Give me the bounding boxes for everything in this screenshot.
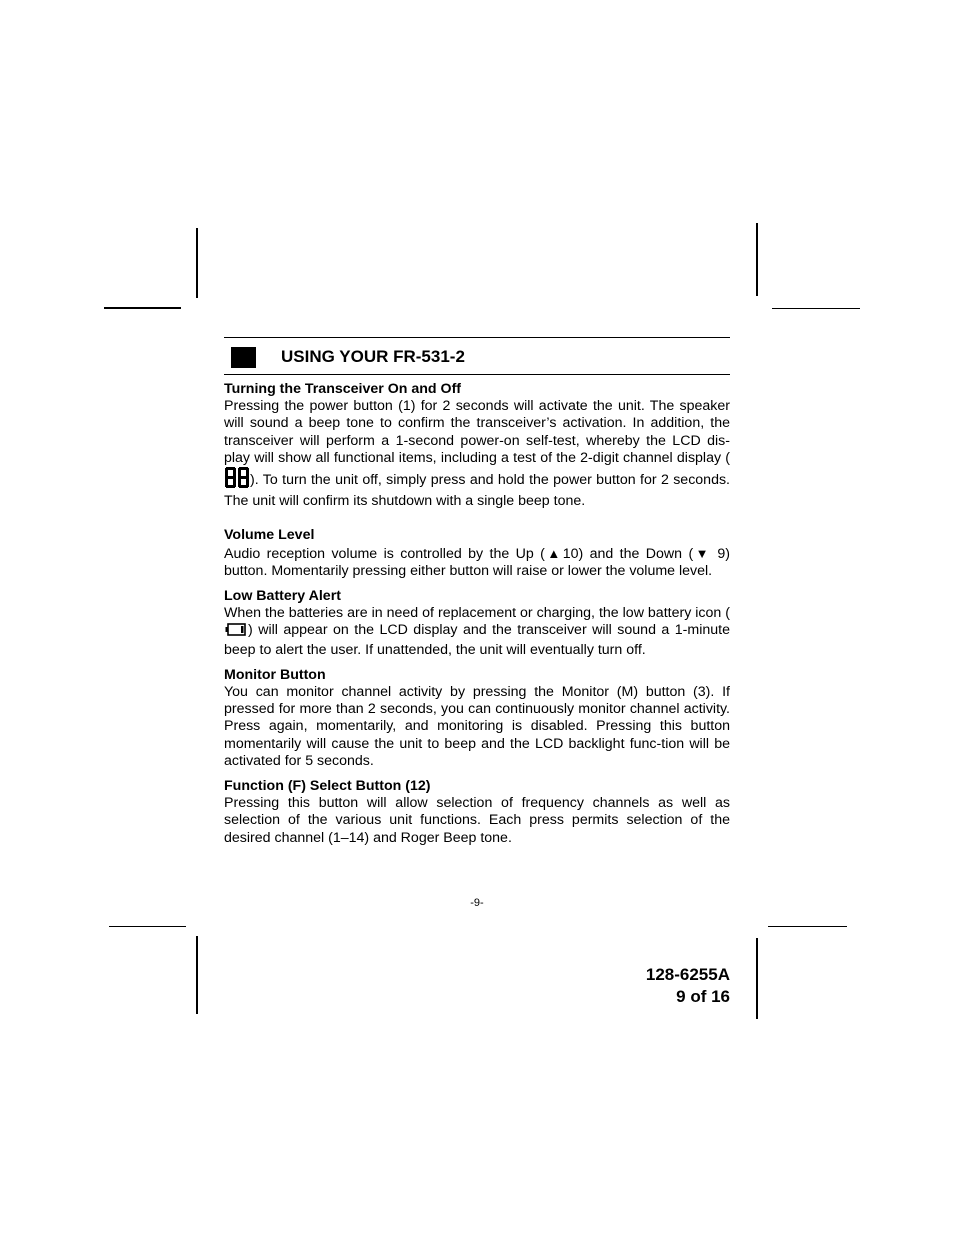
- text-part: 10) and the Down (: [562, 545, 694, 562]
- page-of-total: 9 of 16: [676, 987, 730, 1006]
- crop-mark-bottom-right-vertical: [756, 938, 758, 1019]
- section-heading: Low Battery Alert: [224, 588, 341, 605]
- crop-mark-bottom-left-vertical: [196, 936, 198, 1014]
- section-power: [224, 381, 730, 510]
- section-text: Pressing this button will allow selection of frequency channels as well as selection of the various unit functions. Each press permits selection of the desired channel (1–14) and Roger Beep tone.: [224, 795, 730, 846]
- crop-mark-top-left-horizontal: [104, 307, 181, 309]
- crop-mark-top-right-horizontal: [772, 308, 860, 309]
- section-marker-block: [231, 347, 256, 368]
- section-volume: [224, 527, 730, 580]
- text-before-icon: Pressing the power button (1) for 2 seconds will activate the unit. The speaker will sound a beep tone to confirm the transceiver’s activation. In addition, the transceiver will perform a 1-second power-on self-test, whereby the LCD dis-play will show all functional items, including a test of the 2-digit channel display (: [224, 398, 730, 466]
- battery-icon: [225, 623, 247, 641]
- section-monitor: [224, 667, 730, 770]
- lcd-88-icon: [225, 467, 249, 493]
- down-triangle-icon: ▼: [693, 545, 711, 561]
- section-bottom-rule: [224, 374, 730, 375]
- section-text: [224, 605, 730, 659]
- up-triangle-icon: ▲: [544, 545, 563, 561]
- section-top-rule: [224, 337, 730, 338]
- crop-mark-top-left-vertical: [196, 228, 198, 298]
- section-function-select: [224, 778, 730, 847]
- section-heading: Monitor Button: [224, 666, 326, 683]
- body-content: [224, 381, 730, 847]
- section-text: [224, 545, 730, 580]
- section-heading: Turning the Transceiver On and Off: [224, 381, 462, 397]
- text-after-icon: ). To turn the unit off, simply press and hold the power button for 2 seconds. The unit will confirm its shutdown with a single beep tone.: [224, 472, 730, 510]
- text-part: 9) button. Momentarily pressing either button will raise or lower the volume level.: [224, 545, 730, 579]
- text-after-icon: ) will appear on the LCD display and the transceiver will sound a 1-minute beep to alert the user. If unattended, the unit will eventually turn off.: [224, 622, 730, 658]
- section-heading: Volume Level: [224, 527, 315, 544]
- text-part: Audio reception volume is controlled by the Up (: [224, 545, 545, 562]
- page-number: -9-: [470, 897, 484, 909]
- crop-mark-top-right-vertical: [756, 223, 758, 296]
- text-before-icon: When the batteries are in need of replacement or charging, the low battery icon (: [224, 605, 730, 622]
- crop-mark-bottom-left-horizontal: [109, 926, 186, 927]
- section-title: USING YOUR FR-531-2: [281, 347, 465, 366]
- section-text: You can monitor channel activity by pressing the Monitor (M) button (3). If pressed for more than 2 seconds, you can continuously monitor channel activity. Press again, momentarily, and monitoring is disabled. Pressing this button momentarily will cause the unit to beep and the LCD backlight func-tion will be activated for 5 seconds.: [224, 684, 730, 769]
- crop-mark-bottom-right-horizontal: [768, 926, 847, 927]
- document-id: 128-6255A: [645, 965, 730, 984]
- document-id-block: [646, 964, 730, 1008]
- section-heading: Function (F) Select Button (12): [224, 778, 431, 795]
- section-text: [224, 398, 730, 510]
- section-low-battery: [224, 588, 730, 659]
